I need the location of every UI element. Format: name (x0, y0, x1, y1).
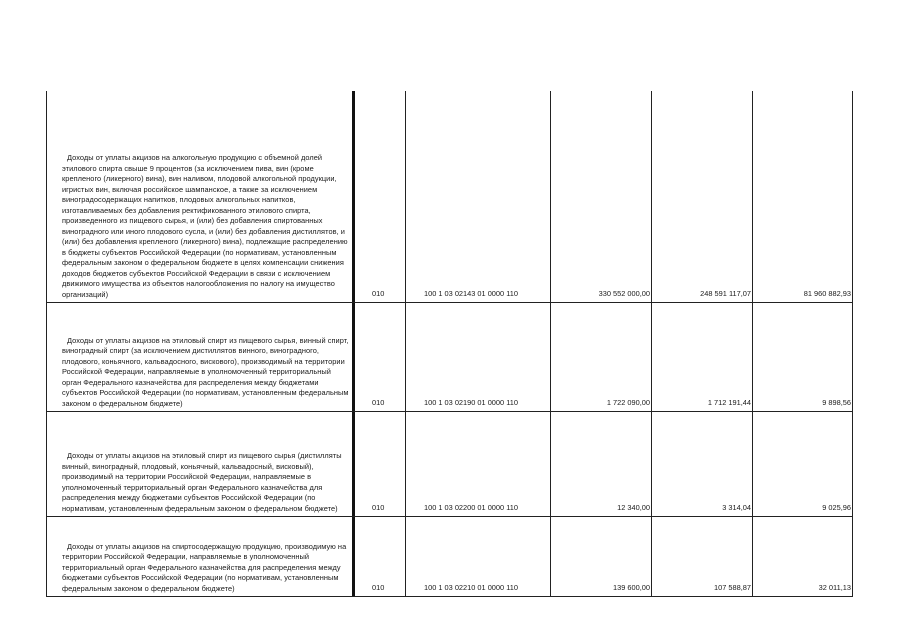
row-description: Доходы от уплаты акцизов на алкогольную продукцию с объемной долей этилового спирта свыше 9 процентов (за исключением пива, вин (кроме крепленого (ликерного) вина), вин наливом, плодовой алкогольной продукции, игристых вин, включая российское шампанское, а также за исключением виноградосодержащих напитков, плодовых алкогольных напитков, изготавливаемых без добавления ректификованного этилового спирта, произведенного из пищевого сырья, и (или) без добавления спиртованных виноградного или иного плодового сусла, и (или) без добавления дистиллятов, и (или) без добавления крепленого (ликерного) вина), подлежащие распределению в бюджеты субъектов Российской Федерации (по нормативам, установленным федеральным законом о федеральном бюджете в целях компенсации снижения доходов бюджетов субъектов Российской Федерации в связи с исключением движимого имущества из объектов налогообложения по налогу на имущество организаций) (62, 153, 348, 299)
row-unexecuted-value: 9 025,96 (822, 503, 851, 512)
row-executed-value: 107 588,87 (714, 583, 751, 592)
table-row (46, 91, 853, 302)
row-approved-value: 330 552 000,00 (598, 289, 650, 298)
row-executed-value: 248 591 117,07 (700, 289, 751, 298)
row-kbk-code: 100 1 03 02210 01 0000 110 (424, 583, 518, 592)
row-kbk-code: 100 1 03 02143 01 0000 110 (424, 289, 518, 298)
table-bottom-border (46, 596, 853, 597)
table-row (46, 303, 853, 411)
table-row (46, 412, 853, 516)
row-approved-value: 12 340,00 (617, 503, 650, 512)
row-kbk-code: 100 1 03 02200 01 0000 110 (424, 503, 518, 512)
row-line-code: 010 (372, 583, 385, 592)
row-description: Доходы от уплаты акцизов на этиловый спирт из пищевого сырья (дистилляты винный, виноградный, плодовый, коньячный, кальвадосный, висковый), производимый на территории Российской Федерации, направляемые в уполномоченный территориальный орган Федерального казначейства для распределения между бюджетами субъектов Российской Федерации (по нормативам, установленным федеральным законом о федеральном бюджете) (62, 451, 342, 513)
budget-table (46, 91, 853, 597)
row-line-code: 010 (372, 289, 385, 298)
row-unexecuted-value: 9 898,56 (822, 398, 851, 407)
row-kbk-code: 100 1 03 02190 01 0000 110 (424, 398, 518, 407)
row-description: Доходы от уплаты акцизов на этиловый спирт из пищевого сырья, винный спирт, виноградный спирт (за исключением дистиллятов винного, виноградного, плодового, коньячного, кальвадосного, вискового), производимый на территории Российской Федерации, направляемые в уполномоченный территориальный орган Федерального казначейства для распределения между бюджетами субъектов Российской Федерации (по нормативам, установленным федеральным законом о федеральном бюджете) (62, 335, 349, 408)
row-line-code: 010 (372, 398, 385, 407)
row-unexecuted-value: 81 960 882,93 (803, 289, 851, 298)
row-line-code: 010 (372, 503, 385, 512)
row-description: Доходы от уплаты акцизов на спиртосодержащую продукцию, производимую на территории Российской Федерации, направляемые в уполномоченный территориальный орган Федерального казначейства для распределения между бюджетами субъектов Российской Федерации (по нормативам, установленным федеральным законом о федеральном бюджете) (62, 541, 347, 593)
row-executed-value: 1 712 191,44 (707, 398, 751, 407)
row-approved-value: 1 722 090,00 (606, 398, 650, 407)
row-unexecuted-value: 32 011,13 (818, 583, 851, 592)
row-executed-value: 3 314,04 (722, 503, 751, 512)
table-row (46, 517, 853, 596)
row-approved-value: 139 600,00 (613, 583, 650, 592)
